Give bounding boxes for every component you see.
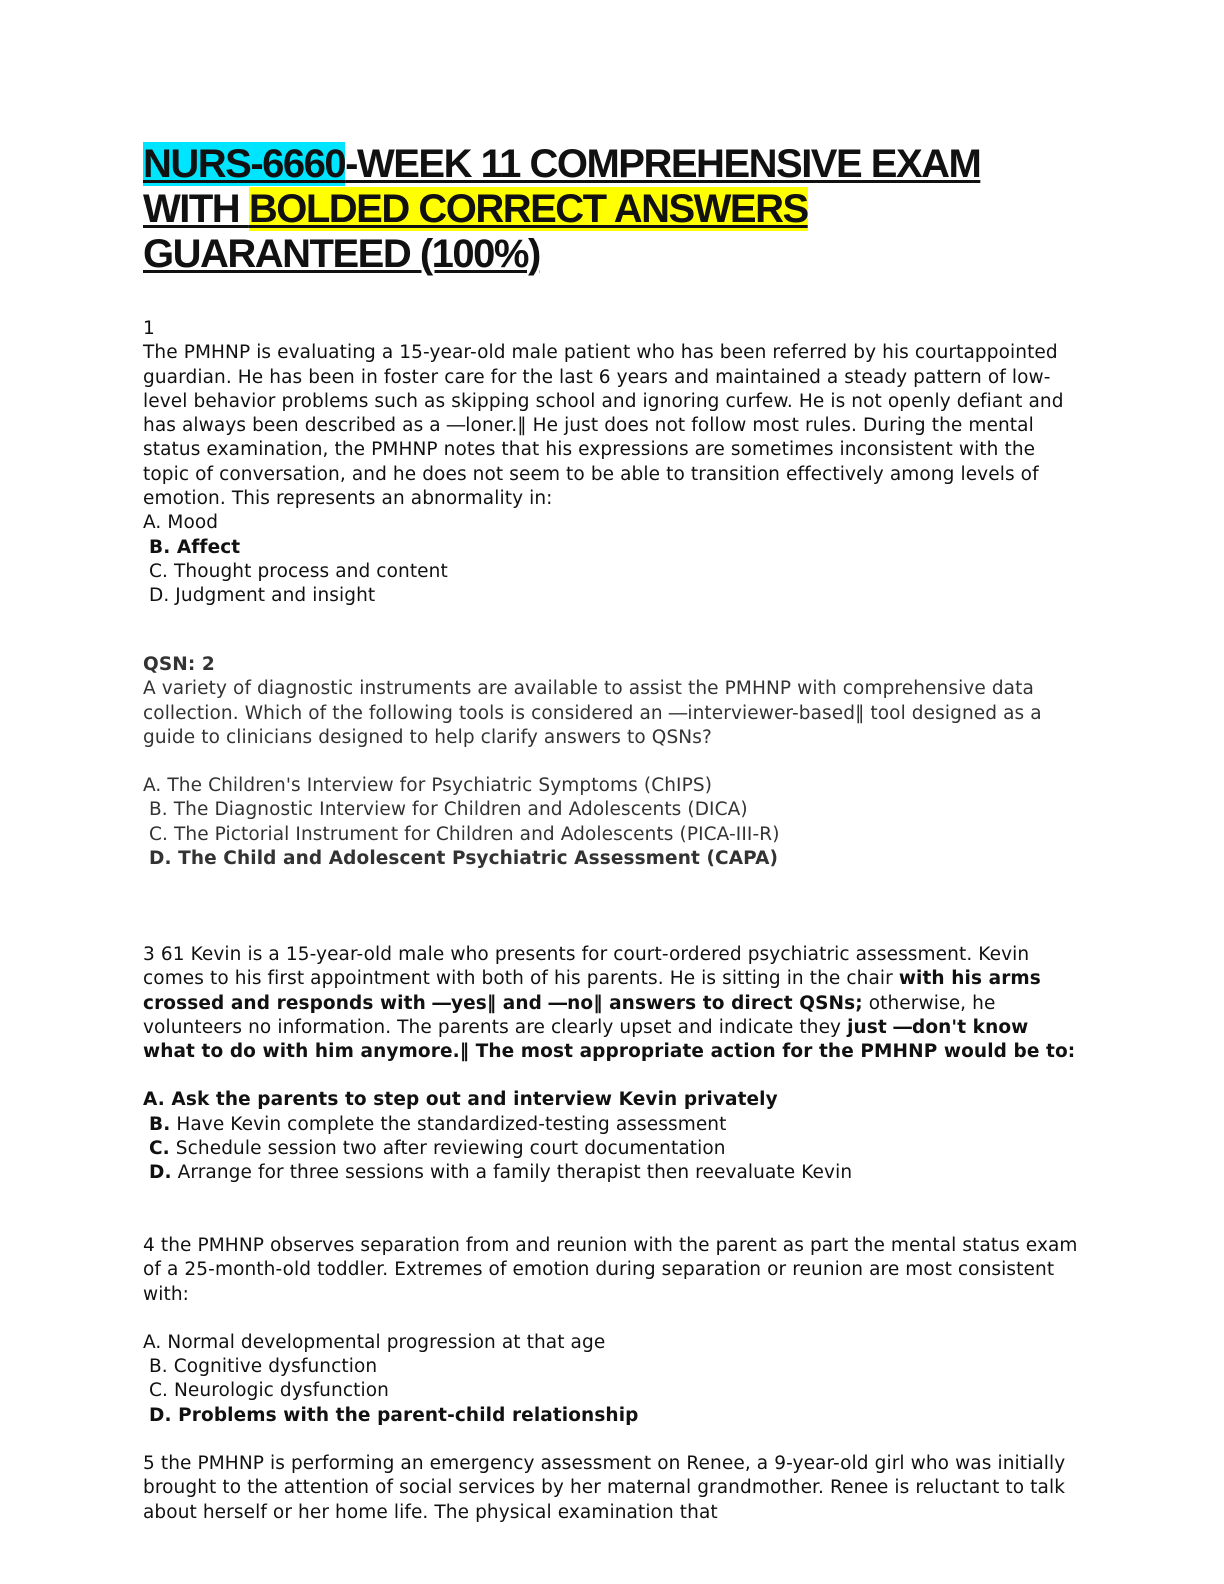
option-letter: D.	[149, 1162, 172, 1184]
option-letter: A.	[143, 1089, 165, 1111]
option-letter: B.	[149, 1113, 171, 1135]
option-b-correct: B. Affect	[149, 536, 241, 558]
option-text: Ask the parents to step out and interview Kevin privately	[164, 1089, 778, 1111]
title-text-end: GUARANTEED (100%)	[143, 232, 540, 276]
option-a: A. Normal developmental progression at that age	[143, 1331, 606, 1353]
document-title	[143, 142, 1083, 277]
option-c	[143, 1137, 1083, 1161]
option-b: B. The Diagnostic Interview for Children and Adolescents (DICA)	[149, 799, 748, 821]
option-c: C. The Pictorial Instrument for Children and Adolescents (PICA-III-R)	[149, 823, 780, 845]
question-stem: 5 the PMHNP is performing an emergency assessment on Renee, a 9-year-old girl who was initially brought to the attention of social services by her maternal grandmother. Renee is reluctant to talk about herself or her home life. The physical examination that	[143, 1453, 1066, 1523]
option-b: B. Cognitive dysfunction	[149, 1356, 378, 1378]
option-letter: C.	[149, 1138, 170, 1160]
stem-plain-2: otherwise, he volunteers no information. The parents are clearly upset and indicate they	[143, 992, 996, 1038]
option-a: A. Mood	[143, 512, 219, 534]
option-d	[143, 1161, 1083, 1185]
question-stem: A variety of diagnostic instruments are available to assist the PMHNP with comprehensive data collection. Which of the following tools is considered an ―interviewer-based‖ tool designed as a guide to clinicians designed to help clarify answers to QSNs?	[143, 678, 1042, 748]
highlighted-title-text: BOLDED CORRECT ANSWERS	[248, 187, 808, 231]
question-5	[143, 1452, 1083, 1525]
question-stem	[143, 943, 1083, 1064]
question-1	[143, 317, 1083, 609]
stem-plain: 3 61 Kevin is a 15-year-old male who presents for court-ordered psychiatric assessment. Kevin comes to his first appointment with both of his parents. He is sitting in the chair	[143, 944, 1030, 990]
document-page	[143, 142, 1083, 1523]
question-4	[143, 1234, 1083, 1428]
question-stem: The PMHNP is evaluating a 15-year-old male patient who has been referred by his courtappointed guardian. He has been in foster care for the last 6 years and maintained a steady pattern of low-level behavior problems such as skipping school and ignoring curfew. He is not openly defiant and has always been described as a ―loner.‖ He just does not follow most rules. During the mental status examination, the PMHNP notes that his expressions are sometimes inconsistent with the topic of conversation, and he does not seem to be able to transition effectively among levels of emotion. This represents an abnormality in:	[143, 342, 1064, 510]
title-text: -WEEK 11 COMPREHENSIVE EXAM WITH	[143, 142, 981, 231]
question-number: QSN: 2	[143, 654, 215, 675]
question-stem: 4 the PMHNP observes separation from and reunion with the parent as part the mental status exam of a 25-month-old toddler. Extremes of emotion during separation or reunion are most consistent with:	[143, 1235, 1078, 1305]
option-d: D. Judgment and insight	[149, 585, 376, 607]
option-a: A. The Children's Interview for Psychiatric Symptoms (ChIPS)	[143, 775, 713, 797]
option-c: C. Neurologic dysfunction	[149, 1380, 389, 1402]
stem-bold: with his arms crossed and responds with ―yes‖ and ―no‖ answers to direct QSNs;	[143, 968, 1041, 1014]
stem-bold-2: just ―don't know what to do with him anymore.‖ The most appropriate action for the PMHNP would be to:	[143, 1016, 1076, 1063]
question-number: 1	[143, 318, 155, 339]
option-d-correct: D. The Child and Adolescent Psychiatric Assessment (CAPA)	[149, 848, 779, 870]
course-code: NURS-6660	[143, 142, 346, 186]
question-2	[143, 653, 1083, 871]
option-a-correct	[143, 1088, 1083, 1112]
option-text: Have Kevin complete the standardized-testing assessment	[170, 1113, 727, 1135]
question-3	[143, 943, 1083, 1186]
option-text: Arrange for three sessions with a family therapist then reevaluate Kevin	[171, 1162, 853, 1184]
option-b	[143, 1113, 1083, 1137]
option-text: Schedule session two after reviewing court documentation	[169, 1138, 726, 1160]
option-c: C. Thought process and content	[149, 560, 448, 582]
option-d-correct: D. Problems with the parent-child relationship	[149, 1404, 639, 1426]
